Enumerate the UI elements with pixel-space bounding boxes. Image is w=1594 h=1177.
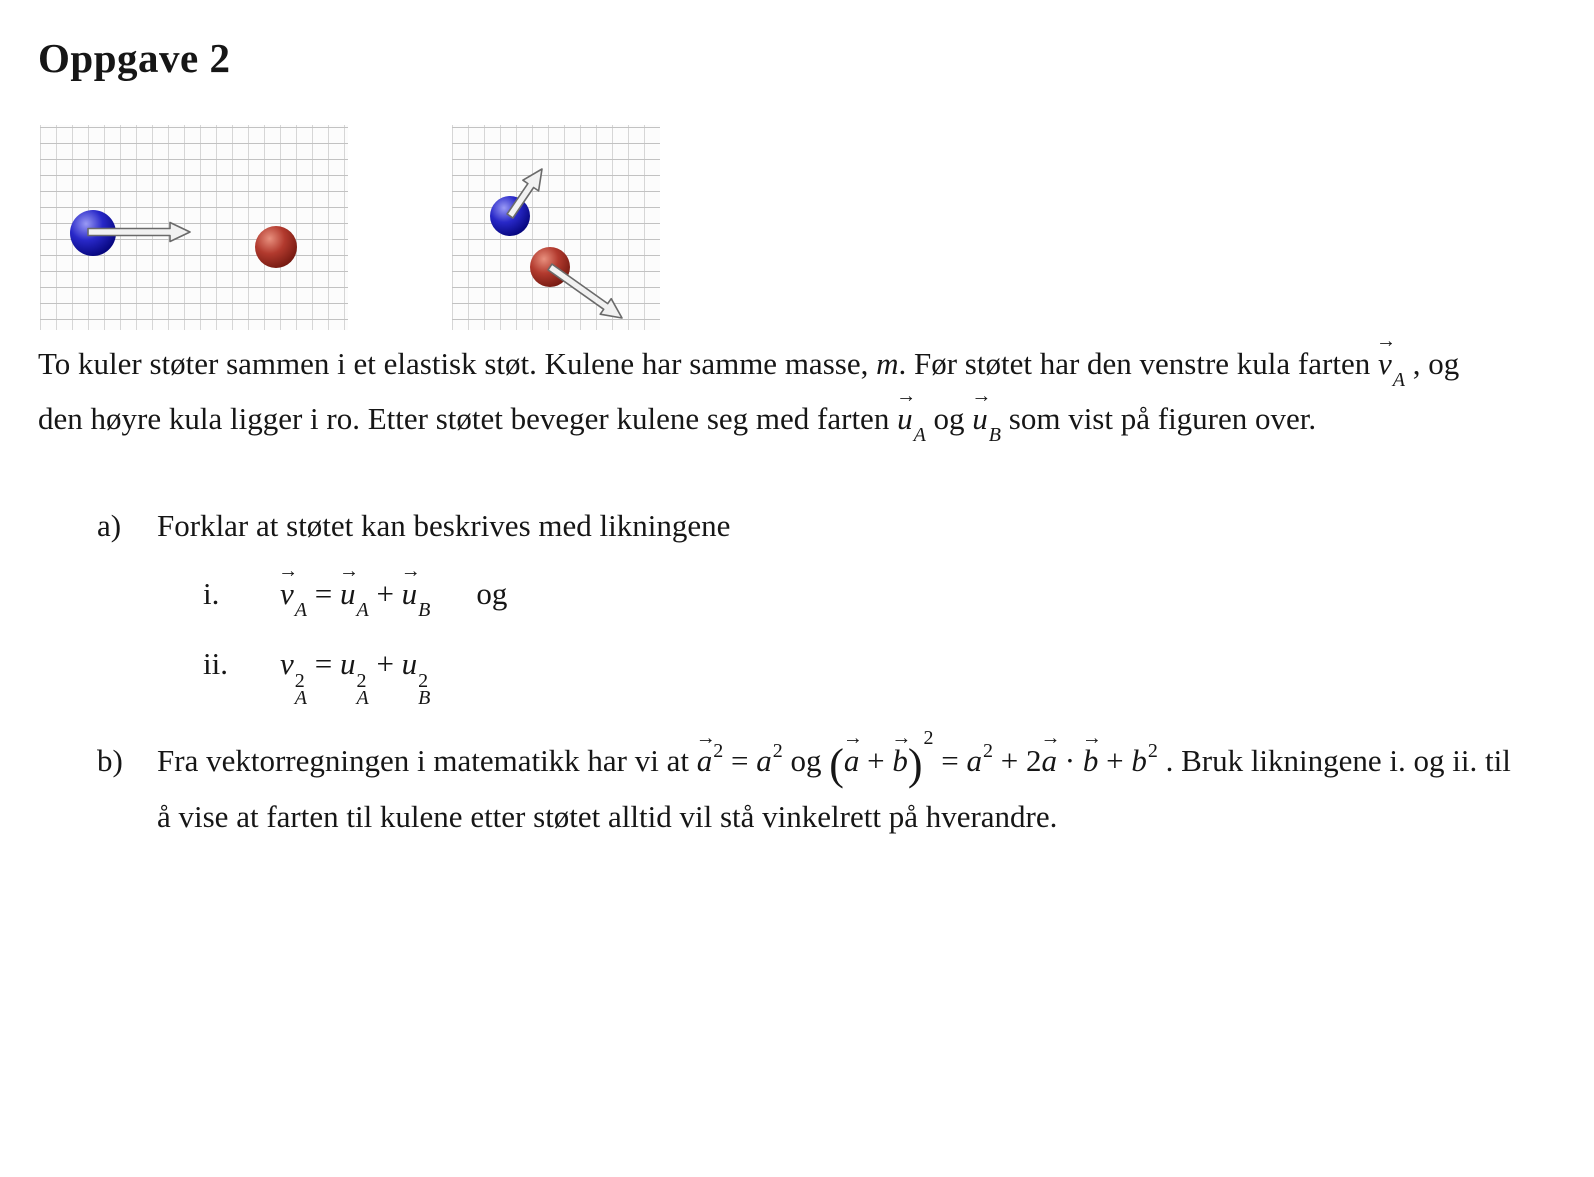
sup-sub-scripts: 2 B <box>418 670 431 709</box>
text-run: som vist på figuren over. <box>1001 401 1317 436</box>
vector-symbol <box>971 385 1002 446</box>
equation-list <box>157 560 1532 709</box>
math-operator: = <box>306 646 340 681</box>
vector-arrow-icon: → <box>1376 330 1396 352</box>
vector-arrow-icon: → <box>971 385 991 407</box>
scalar-symbol <box>339 646 369 709</box>
text-run: og <box>782 743 830 778</box>
vector-base <box>400 560 420 611</box>
equation-label-i: i. <box>203 576 220 611</box>
superscript: 2 <box>772 740 783 762</box>
math-operator: + <box>993 743 1026 778</box>
variable-letter: v <box>1377 346 1392 381</box>
equation-label-ii: ii. <box>203 646 228 681</box>
subscript: A <box>913 424 926 446</box>
vector-base <box>695 727 715 778</box>
variable-letter: v <box>280 646 294 681</box>
vector-symbol <box>278 560 307 621</box>
vector-base <box>896 385 916 436</box>
text-run: Fra vektorregningen i matematikk har vi at <box>157 743 697 778</box>
subscript: A <box>294 599 307 621</box>
task-list <box>38 498 1558 845</box>
vector-base <box>891 727 911 778</box>
figure-row <box>40 125 660 330</box>
vector-arrow-icon: → <box>338 560 358 582</box>
text-run: . Før støtet har den venstre kula farten <box>898 346 1378 381</box>
vector-base <box>278 560 298 611</box>
vector-base <box>1376 330 1396 381</box>
math-operator: · <box>1057 743 1083 778</box>
task-item-b <box>38 727 1558 845</box>
math-operator: = <box>933 743 967 778</box>
vector-arrow-icon: → <box>896 385 916 407</box>
vector-arrow-icon: → <box>695 727 715 749</box>
math-operator: + <box>368 646 402 681</box>
scalar-symbol <box>966 740 994 778</box>
variable-letter: u <box>339 646 356 681</box>
vector-symbol <box>338 560 369 621</box>
vector-symbol <box>842 727 862 778</box>
text-run: . Bruk likningene i. og ii. til å vise at farten til kulene etter støtet alltid vil stå vinkelrett på hverandre. <box>157 743 1511 834</box>
math-operator: + <box>1098 743 1132 778</box>
item-label-a: a) <box>97 508 122 543</box>
figure-before-collision <box>40 125 348 330</box>
sup-sub-scripts: 2 A <box>356 670 369 709</box>
variable-letter: b <box>892 743 908 778</box>
left-paren: ( <box>829 740 844 789</box>
equation-ii <box>280 634 430 707</box>
superscript: 2 <box>1147 740 1158 762</box>
paren-group <box>829 727 934 789</box>
equation-row-ii <box>157 634 1532 707</box>
variable-letter: a <box>966 743 983 778</box>
vector-symbol <box>1081 727 1101 778</box>
vector-symbol <box>695 727 724 778</box>
superscript: 2 <box>713 740 724 762</box>
vector-symbol <box>891 727 911 778</box>
variable-letter: v <box>280 576 294 611</box>
item-body-b <box>157 727 1532 845</box>
scalar-symbol <box>756 740 783 778</box>
math-operator: + <box>859 743 893 778</box>
vector-arrow-icon: → <box>891 727 911 749</box>
vector-arrow-icon: → <box>1081 727 1101 749</box>
sup-sub-scripts: 2 A <box>294 670 307 709</box>
vector-arrow-icon: → <box>400 560 420 582</box>
item-body-a <box>157 498 1532 707</box>
vector-base <box>1081 727 1101 778</box>
superscript: 2 <box>923 727 934 749</box>
vector-base <box>842 727 862 778</box>
variable-letter: u <box>339 576 356 611</box>
red-ball <box>255 226 297 268</box>
text-run: og <box>925 401 973 436</box>
vector-symbol <box>1040 727 1060 778</box>
variable-letter: a <box>843 743 860 778</box>
vector-arrow-icon: → <box>842 727 862 749</box>
scalar-symbol <box>280 646 307 709</box>
text-run: , og den høyre kula ligger i ro. Etter støtet beveger kulene seg med farten <box>38 346 1460 436</box>
variable-letter: a <box>756 743 772 778</box>
text-run: 2 <box>1026 743 1042 778</box>
subscript: A <box>356 599 369 621</box>
equation-i <box>278 560 508 624</box>
italic-variable: m <box>876 346 899 381</box>
math-operator: = <box>723 743 757 778</box>
text-run: og <box>476 576 508 611</box>
subscript: B <box>988 424 1002 446</box>
vector-base <box>338 560 358 611</box>
subscript: A <box>1392 369 1405 391</box>
vector-arrow-icon: → <box>1040 727 1060 749</box>
item-label-b: b) <box>97 743 123 778</box>
vector-arrow-icon: → <box>278 560 298 582</box>
superscript: 2 <box>983 740 994 762</box>
variable-letter: u <box>972 401 988 436</box>
variable-letter: u <box>897 401 913 436</box>
text-run: Forklar at støtet kan beskrives med likningene <box>157 508 731 543</box>
variable-letter: u <box>401 646 418 681</box>
right-paren: ) <box>907 740 923 789</box>
vector-base <box>971 385 991 436</box>
variable-letter: a <box>1041 743 1057 778</box>
exercise-title: Oppgave 2 <box>38 35 231 81</box>
equation-row-i <box>157 560 1532 624</box>
variable-letter: b <box>1082 743 1099 778</box>
vector-base <box>1040 727 1060 778</box>
variable-letter: u <box>401 576 418 611</box>
vector-symbol <box>400 560 431 621</box>
task-item-a <box>38 498 1558 707</box>
text-run: To kuler støter sammen i et elastisk støt. Kulene har samme masse, <box>38 346 877 381</box>
vector-symbol <box>1376 330 1405 391</box>
math-operator: = <box>306 576 340 611</box>
figure-after-collision <box>452 125 660 330</box>
variable-letter: a <box>696 743 713 778</box>
vector-symbol <box>896 385 926 446</box>
variable-letter: b <box>1131 743 1147 778</box>
problem-statement <box>38 330 1506 446</box>
scalar-symbol <box>1131 740 1158 778</box>
scalar-symbol <box>401 646 431 709</box>
subscript: B <box>418 599 431 621</box>
math-operator: + <box>368 576 402 611</box>
